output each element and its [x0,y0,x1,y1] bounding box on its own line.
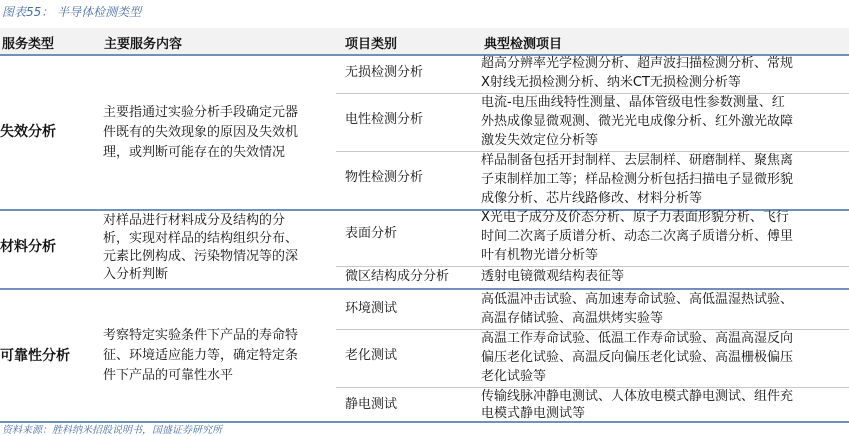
typical-item-line: 透射电镜微观结构表征等 [481,269,625,284]
typical-item-line: 叶有机物光谱分析等 [481,248,599,263]
category-content-line: 入分析判断 [103,267,169,282]
typical-item-line: 激发失效定位分析等 [481,133,599,148]
typical-item-line: 传输线脉冲静电测试、人体放电模式静电测试、组件充 [481,389,794,404]
typical-item-line: X光电子成分及价态分析、原子力表面形貌分析、飞行 [481,210,789,225]
header-project-category: 项目类别 [345,37,398,52]
typical-item-line: 电流-电压曲线特性测量、晶体管级电性参数测量、红 [481,95,785,110]
project-name: 静电测试 [345,397,398,412]
typical-item-line: 高低温冲击试验、高加速寿命试验、高低温湿热试验、 [481,292,794,307]
project-name: 无损检测分析 [345,65,424,80]
header-service-type: 服务类型 [2,37,55,52]
project-name: 表面分析 [345,226,398,241]
typical-item-line: 电模式静电测试等 [481,406,586,421]
source-note: 资料来源：胜科纳米招股说明书，国盛证券研究所 [2,425,222,436]
typical-item-line: 外热成像显微观测、微光光电成像分析、红外激光故障 [481,114,794,129]
category-content-line: 析，实现对样品的结构组织分布、 [103,231,299,246]
figure-title: 图表55： 半导体检测类型 [2,5,142,19]
header-typical-items: 典型检测项目 [484,37,563,52]
typical-item-line: X射线无损检测分析、纳米CT无损检测分析等 [481,75,741,90]
category-content-line: 征、环境适应能力等，确定特定条 [103,348,299,363]
category-name: 失效分析 [0,124,56,140]
typical-item-line: 偏压老化试验、高温反向偏压老化试验、高温栅极偏压 [481,350,794,365]
project-name: 微区结构成分分析 [345,269,450,284]
header-main-content: 主要服务内容 [104,37,183,52]
category-content-line: 主要指通过实验分析手段确定元器 [103,105,299,120]
category-content-line: 理，或判断可能存在的失效情况 [103,145,286,160]
category-content-line: 对样品进行材料成分及结构的分 [103,213,286,228]
typical-item-line: 子束制样加工等；样品检测分析包括扫描电子显微形貌 [481,172,794,187]
category-content-line: 元素比例构成、污染物情况等的深 [103,249,299,264]
typical-item-line: 高温工作寿命试验、低温工作寿命试验、高温高湿反向 [481,331,794,346]
table-header [0,28,849,55]
typical-item-line: 超高分辨率光学检测分析、超声波扫描检测分析、常规 [481,56,794,71]
typical-item-line: 老化试验等 [481,369,547,384]
typical-item-line: 样品制备包括开封制样、去层制样、研磨制样、聚焦离 [481,153,794,168]
typical-item-line: 高温存储试验、高温烘烤实验等 [481,311,664,326]
category-content-line: 件既有的失效现象的原因及失效机 [103,125,299,140]
typical-item-line: 时间二次离子质谱分析、动态二次离子质谱分析、傅里 [481,229,794,244]
project-name: 电性检测分析 [345,112,424,127]
project-name: 老化测试 [345,348,398,363]
category-content-line: 件下产品的可靠性水平 [103,368,234,383]
category-content-line: 考察特定实验条件下产品的寿命特 [103,328,299,343]
category-name: 材料分析 [0,239,56,255]
project-name: 环境测试 [345,301,398,316]
typical-item-line: 成像分析、芯片线路修改、材料分析等 [481,191,703,206]
project-name: 物性检测分析 [345,170,424,185]
category-name: 可靠性分析 [0,348,70,364]
